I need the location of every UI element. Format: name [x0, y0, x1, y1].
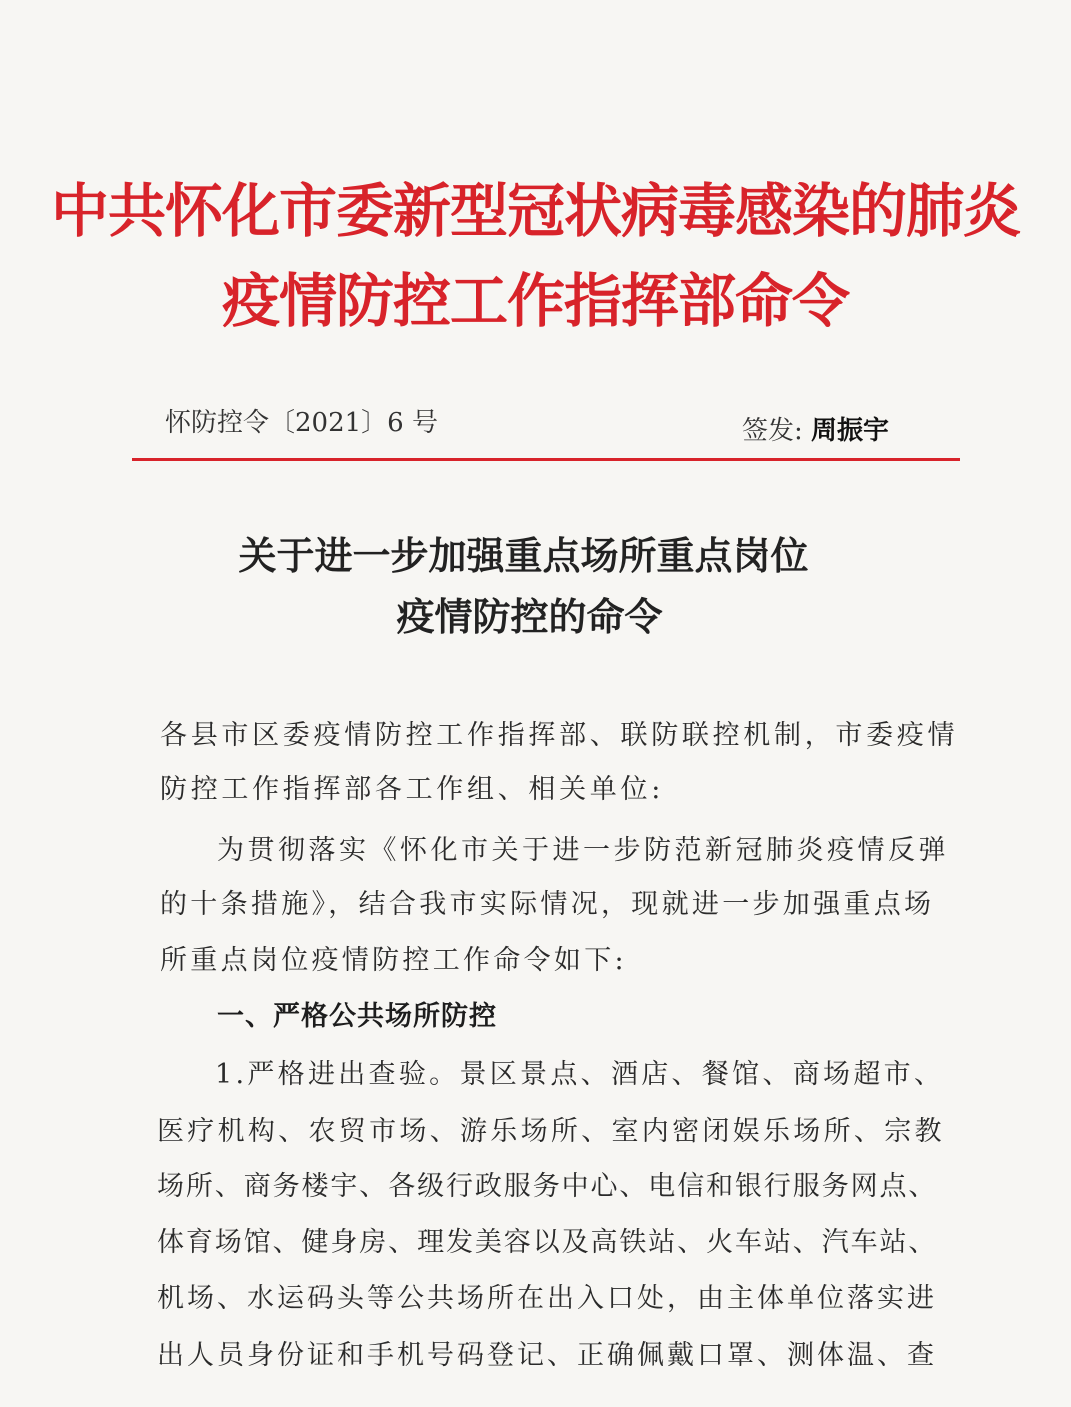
- issuer-title-line-1: 中共怀化市委新型冠状病毒感染的肺炎: [50, 177, 1020, 245]
- issuer-title-line-2: 疫情防控工作指挥部命令: [221, 267, 849, 335]
- body-line: 为贯彻落实《怀化市关于进一步防范新冠肺炎疫情反弹: [217, 835, 949, 866]
- signer-label: 签发:: [742, 416, 803, 446]
- body-line: 各县市区委疫情防控工作指挥部、联防联控机制，市委疫情: [160, 720, 959, 751]
- body-line: 1.严格进出查验。景区景点、酒店、餐馆、商场超市、: [215, 1059, 945, 1090]
- signer: [742, 410, 889, 447]
- signer-name: 周振宇: [811, 416, 890, 446]
- body-line: 出人员身份证和手机号码登记、正确佩戴口罩、测体温、查: [157, 1340, 937, 1371]
- section-heading: 一、严格公共场所防控: [217, 1001, 497, 1032]
- body-line: 体育场馆、健身房、理发美容以及高铁站、火车站、汽车站、: [157, 1227, 938, 1258]
- document-number: 怀防控令〔2021〕6 号: [165, 408, 438, 438]
- document-title-line-2: 疫情防控的命令: [396, 594, 663, 639]
- body-line: 场所、商务楼宇、各级行政服务中心、电信和银行服务网点、: [157, 1171, 938, 1202]
- document-title-line-1: 关于进一步加强重点场所重点岗位: [238, 533, 809, 578]
- body-line: 医疗机构、农贸市场、游乐场所、室内密闭娱乐场所、宗教: [157, 1116, 945, 1147]
- body-line: 所重点岗位疫情防控工作命令如下:: [160, 945, 627, 976]
- body-line: 防控工作指挥部各工作组、相关单位:: [160, 774, 664, 805]
- body-line: 机场、水运码头等公共场所在出入口处，由主体单位落实进: [157, 1283, 937, 1314]
- red-divider: [132, 458, 960, 461]
- body-line: 的十条措施》，结合我市实际情况，现就进一步加强重点场: [160, 889, 935, 920]
